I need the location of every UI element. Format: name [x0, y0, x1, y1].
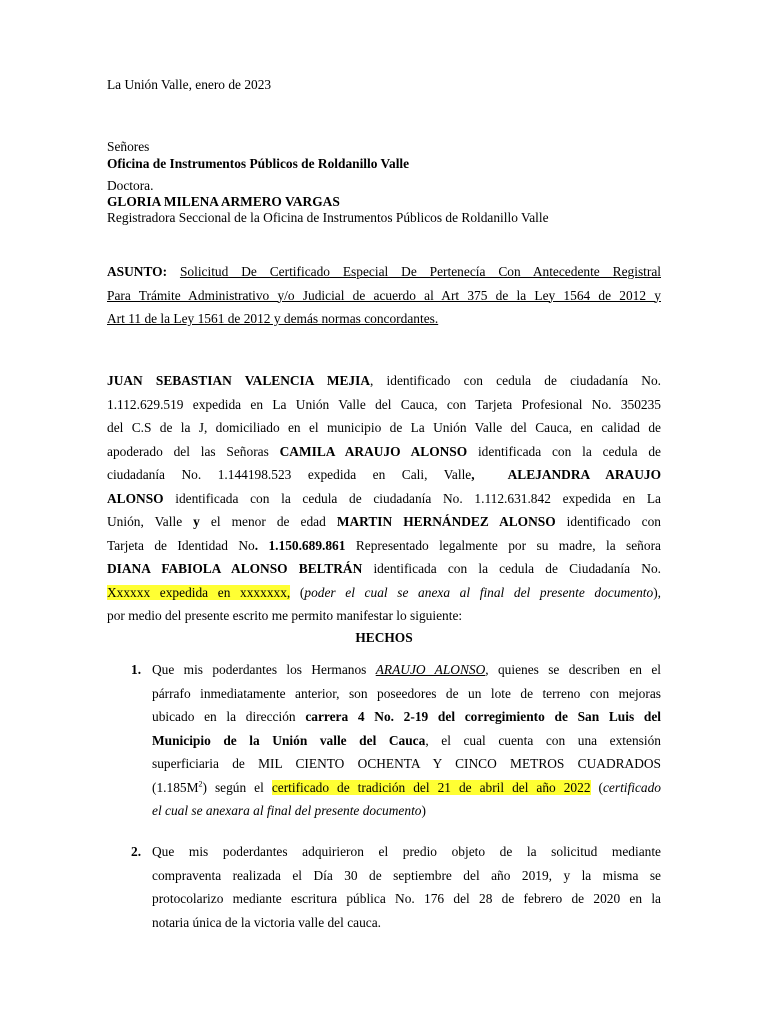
- place-date: La Unión Valle, enero de 2023: [107, 77, 272, 92]
- subject-line-1: Solicitud De Certificado Especial De Pertenecía Con Antecedente Registral: [179, 264, 661, 279]
- highlighted-placeholder: Xxxxxx expedida en xxxxxxx,: [107, 584, 291, 600]
- recipient-name: GLORIA MILENA ARMERO VARGAS: [107, 194, 340, 209]
- recipient-title: Doctora.: [107, 178, 154, 193]
- recipient-role: Registradora Seccional de la Oficina de Instrumentos Públicos de Roldanillo Valle: [107, 210, 549, 225]
- section-title-hechos: HECHOS: [355, 630, 413, 645]
- property-address: carrera 4 No. 2-19 del corregimiento de San Luis del: [305, 709, 661, 724]
- subject-label: ASUNTO:: [107, 264, 168, 279]
- client-name-camila: CAMILA ARAUJO ALONSO: [279, 443, 468, 459]
- intro-paragraph: JUAN SEBASTIAN VALENCIA MEJIA, identificado con cedula de ciudadanía No. 1.112.629.519 expedida en La Unión Valle del Cauca, con Tarjeta Profesional No. 350235 del C.S de la J, domiciliado en el municipio de La Unión Valle del Cauca, en calidad de apoderado del las Señoras CAMILA ARAUJO ALONSO identificada con la cedula de ciudadanía No. 1.144198.523 expedida en Cali, Valle, ALEJANDRA ARAUJO ALONSO identificada con la cedula de ciudadanía No. 1.112.631.842 expedida en La Unión, Valle y el menor de edad MARTIN HERNÁNDEZ ALONSO identificado con Tarjeta de Identidad No. 1.150.689.861 Representado legalmente por su madre, la señora DIANA FABIOLA ALONSO BELTRÁN identificada con la cedula de Ciudadanía No. Xxxxxx expedida en xxxxxxx, (poder el cual se anexa al final del presente documento), por medio del presente escrito me permito manifestar lo siguiente:: [107, 373, 662, 623]
- fact-item-1: 1. Que mis poderdantes los Hermanos ARAUJO ALONSO, quienes se describen en el párrafo inmediatamente anterior, son poseedores de un lote de terreno con mejoras ubicado en la dirección carrera 4 No. 2-19 del corregimiento de San Luis del Municipio de la Unión valle del Cauca, el cual cuenta con una extensión superficiaria de MIL CIENTO OCHENTA Y CINCO METROS CUADRADOS $(1.185M^2)$ según el certificado de tradición del 21 de abril del año 2022 (certificado el cual se anexara al final del presente documento): [131, 658, 661, 823]
- subject-line-3: Art 11 de la Ley 1561 de 2012 y demás normas concordantes.: [107, 311, 439, 326]
- fact-number: 1.: [131, 662, 142, 677]
- client-name-alejandra: ALEJANDRA ARAUJO: [507, 467, 661, 482]
- mother-name-diana: DIANA FABIOLA ALONSO BELTRÁN: [107, 561, 363, 576]
- minor-name-martin: MARTIN HERNÁNDEZ ALONSO: [336, 514, 556, 529]
- attorney-name: JUAN SEBASTIAN VALENCIA MEJIA: [107, 373, 371, 388]
- minor-id-number: . 1.150.689.861: [254, 537, 346, 553]
- salutation: Señores: [107, 139, 150, 154]
- subject-line-2: Para Trámite Administrativo y/o Judicial de acuerdo al Art 375 de la Ley 1564 de 2012 y: [107, 287, 661, 303]
- owners-surname: ARAUJO ALONSO: [375, 662, 486, 677]
- fact-number: 2.: [131, 844, 142, 859]
- subject-block: [107, 260, 661, 331]
- highlighted-certificate: certificado de tradición del 21 de abril del año 2022: [271, 779, 591, 795]
- fact-item-2: 2. Que mis poderdantes adquirieron el predio objeto de la solicitud mediante compraventa realizada el Día 30 de septiembre del año 2019, y la misma se protocolarizo mediante escritura pública No. 176 del 28 de febrero de 2020 en la notaria única de la victoria valle del cauca.: [131, 840, 661, 934]
- office-name: Oficina de Instrumentos Públicos de Roldanillo Valle: [107, 156, 410, 171]
